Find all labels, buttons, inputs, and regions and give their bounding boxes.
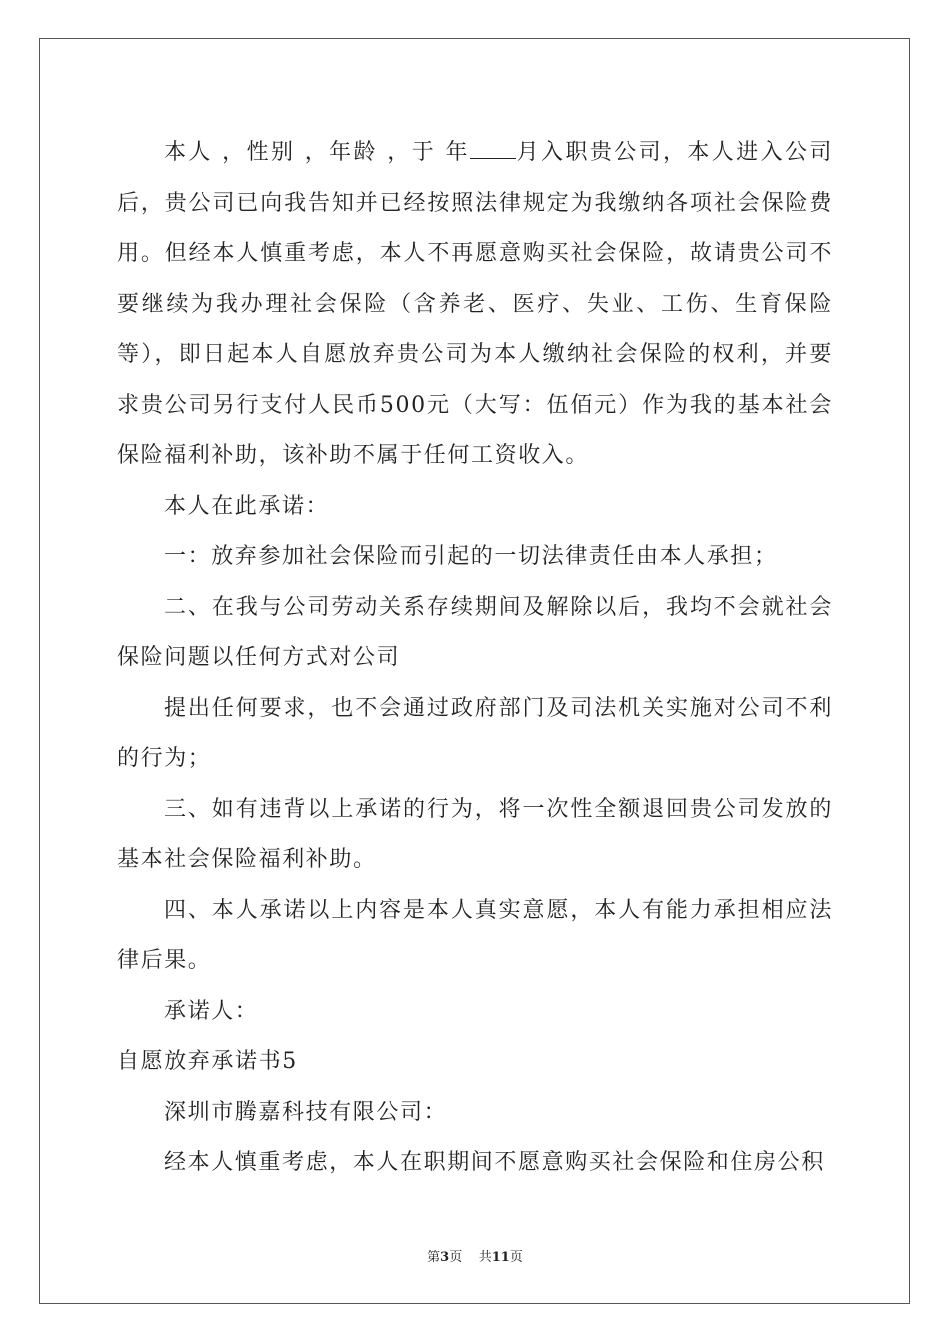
blank-underline (470, 140, 516, 159)
intro-text-start: 本人 ，性别 ，年龄 ，于 年 (164, 140, 470, 165)
page-footer (0, 1246, 950, 1265)
paragraph-intro (117, 128, 833, 482)
paragraph-body-start: 经本人慎重考虑，本人在职期间不愿意购买社会保险和住房公积 (164, 1150, 825, 1175)
paragraph-commitment-heading: 本人在此承诺： (164, 493, 330, 519)
footer-page-number: 3 (440, 1250, 450, 1265)
footer-total-suffix: 页 (509, 1250, 523, 1265)
paragraph-item-3: 三、如有违背以上承诺的行为，将一次性全额退回贵公司发放的基本社会保险福利补助。 (117, 796, 833, 872)
paragraph-item-1: 一：放弃参加社会保险而引起的一切法律责任由本人承担； (164, 544, 778, 569)
paragraph-item-2: 二、在我与公司劳动关系存续期间及解除以后，我均不会就社会保险问题以任何方式对公司 (117, 594, 833, 670)
footer-page-suffix: 页 (449, 1250, 463, 1265)
document-body (117, 128, 833, 1189)
paragraph-item-2-cont: 提出任何要求，也不会通过政府部门及司法机关实施对公司不利的行为； (117, 695, 833, 771)
intro-text-rest: 月入职贵公司，本人进入公司后，贵公司已向我告知并已经按照法律规定为我缴纳各项社会保险费用。但经本人慎重考虑，本人不再愿意购买社会保险，故请贵公司不要继续为我办理社会保险（含养老、医疗、失业、工伤、生育保险等），即日起本人自愿放弃贵公司为本人缴纳社会保险的权利，并要求贵公司另行支付人民币500元（大写：伍佰元）作为我的基本社会保险福利补助，该补助不属于任何工资收入。 (117, 140, 833, 468)
footer-prefix: 第 (427, 1250, 441, 1265)
paragraph-signer: 承诺人： (164, 998, 259, 1024)
section-title: 自愿放弃承诺书5 (117, 1049, 298, 1074)
paragraph-item-4: 四、本人承诺以上内容是本人真实意愿，本人有能力承担相应法律后果。 (117, 897, 833, 973)
footer-total-prefix: 共 (478, 1250, 492, 1265)
footer-total-pages: 11 (491, 1250, 510, 1265)
paragraph-addressee: 深圳市腾嘉科技有限公司： (164, 1099, 448, 1125)
